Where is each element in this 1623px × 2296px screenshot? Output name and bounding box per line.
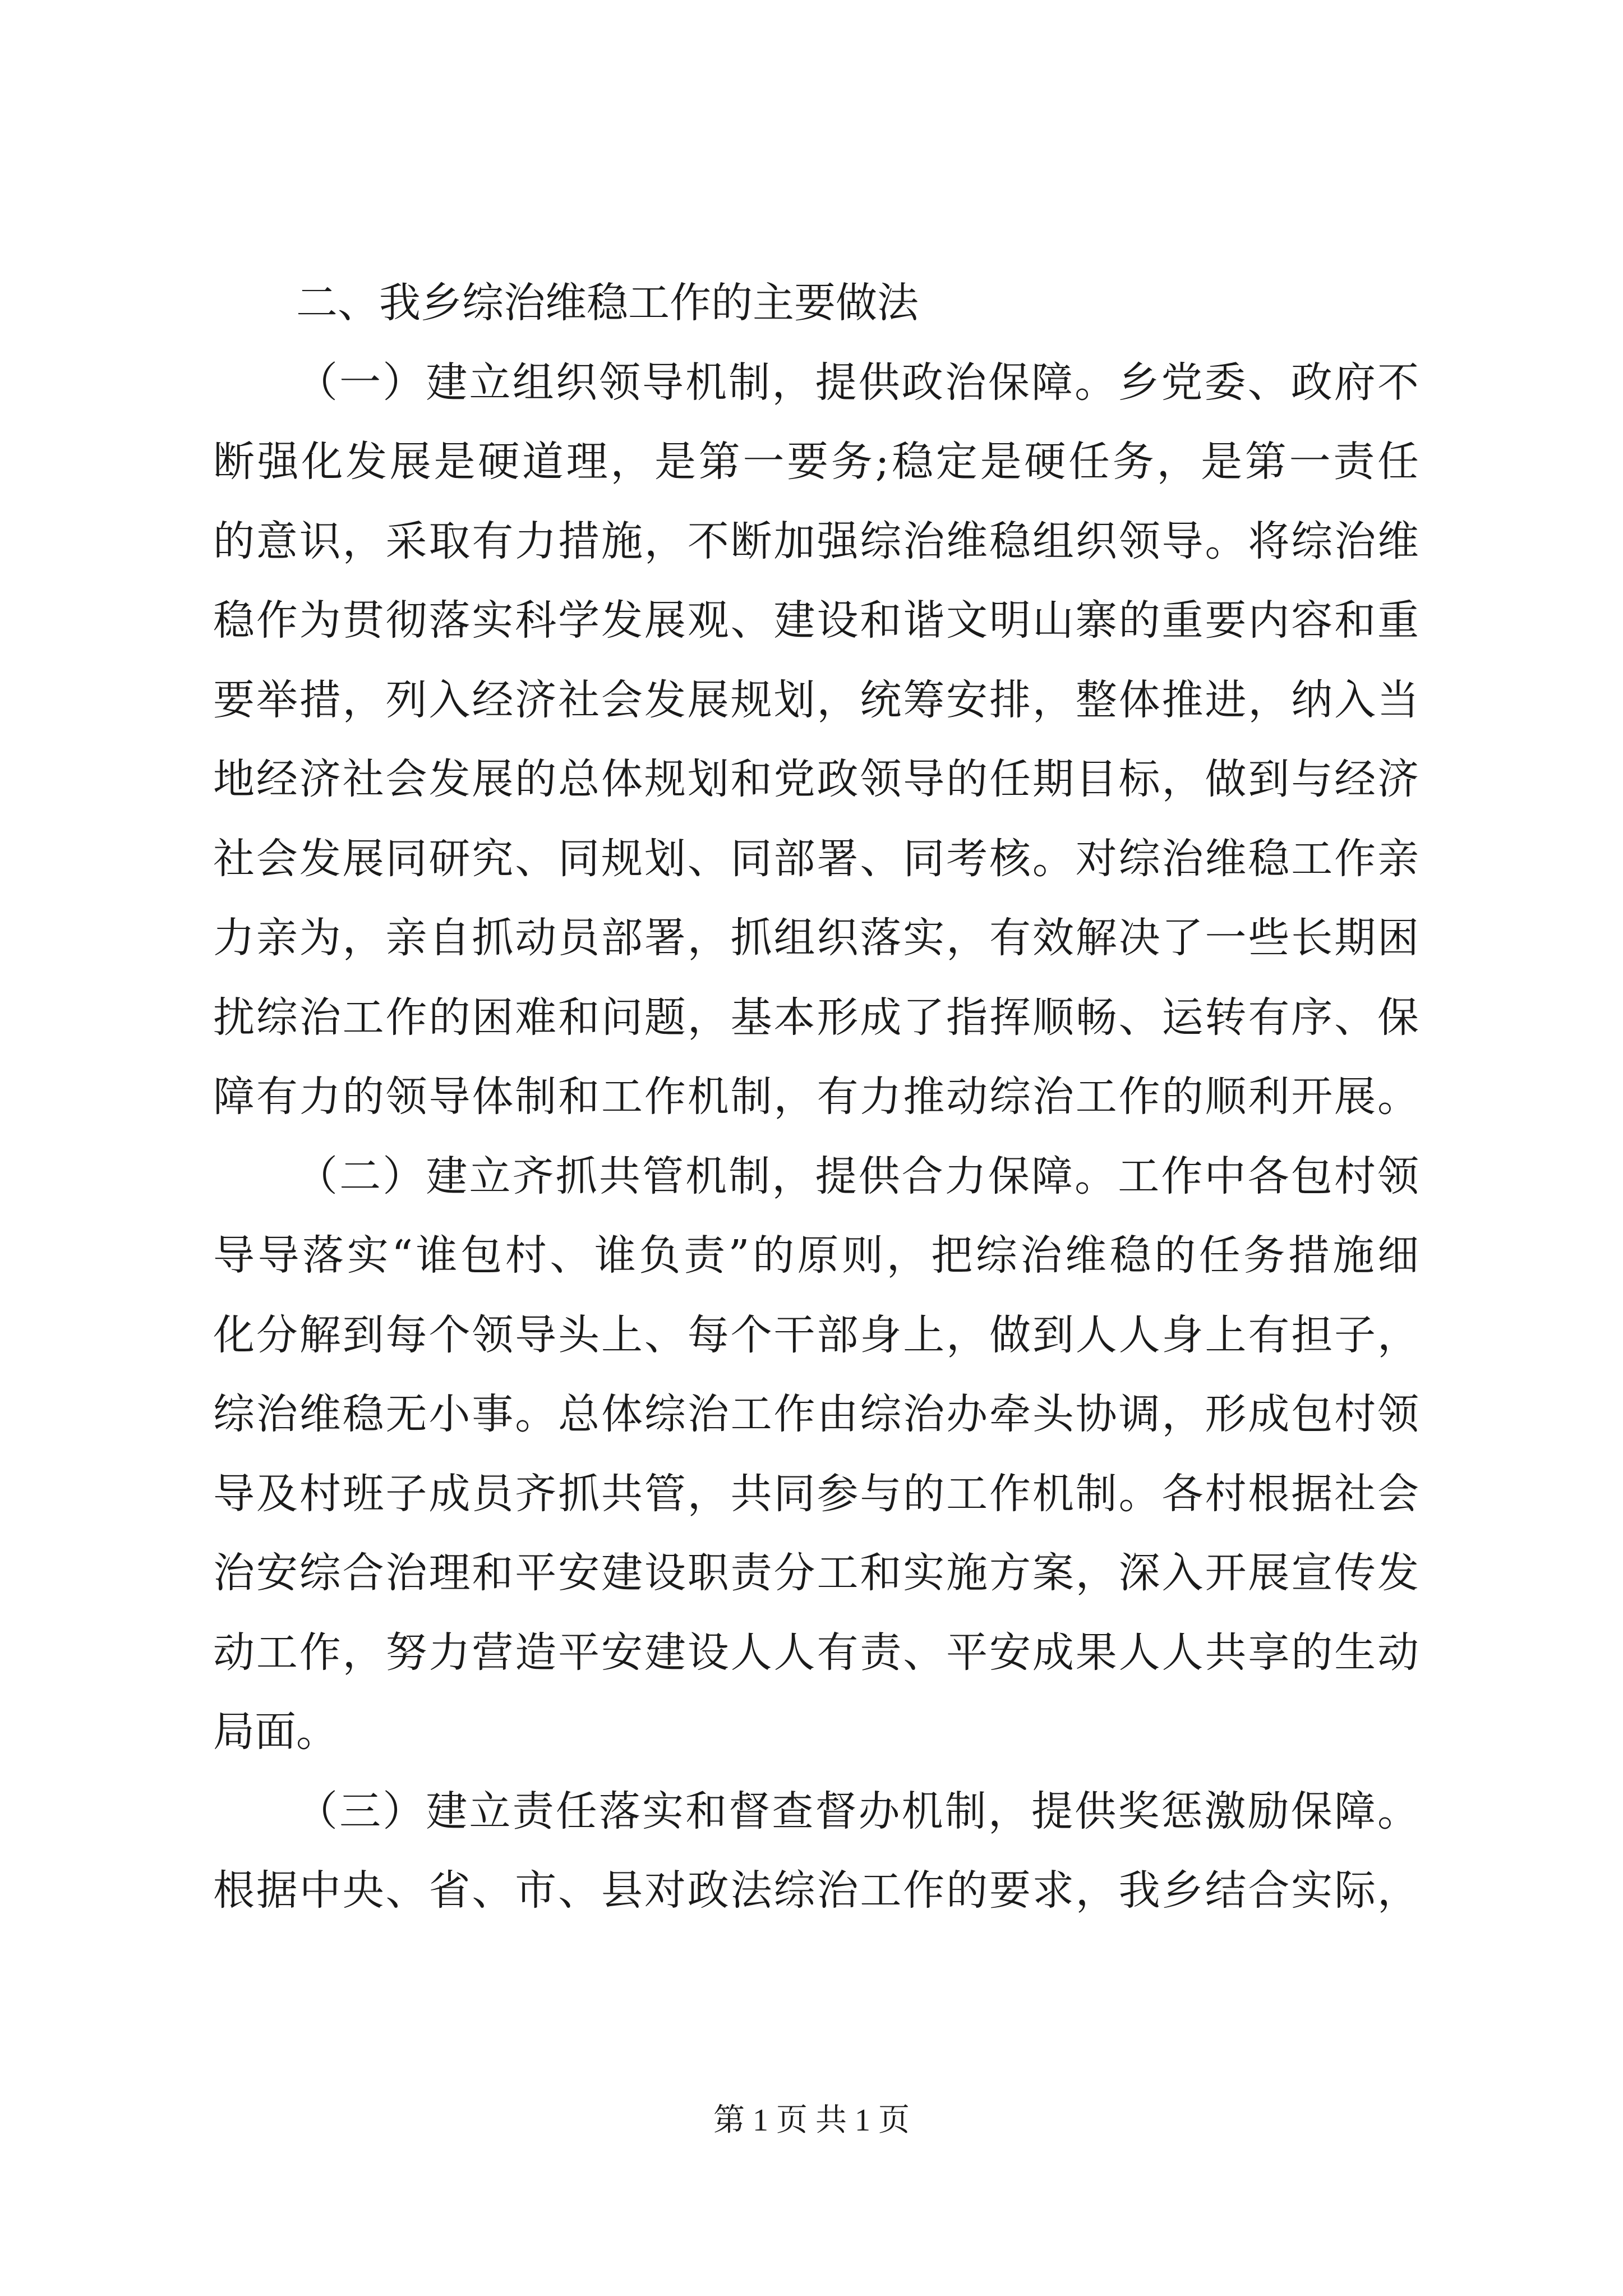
paragraph-3 bbox=[213, 1772, 1419, 1931]
paragraph-line: 断强化发展是硬道理，是第一要务;稳定是硬任务，是第一责任 bbox=[213, 438, 1419, 486]
paragraph-line: 的意识，采取有力措施，不断加强综治维稳组织领导。将综治维 bbox=[213, 517, 1419, 565]
paragraph-line: 治安综合治理和平安建设职责分工和实施方案，深入开展宣传发 bbox=[213, 1549, 1419, 1597]
paragraph-line: 导导落实“谁包村、谁负责”的原则，把综治维稳的任务措施细 bbox=[213, 1231, 1419, 1280]
paragraph-line: 地经济社会发展的总体规划和党政领导的任期目标，做到与经济 bbox=[213, 755, 1419, 803]
paragraph-line: （三）建立责任落实和督查督办机制，提供奖惩激励保障。 bbox=[296, 1787, 1419, 1835]
paragraph-line: 局面。 bbox=[213, 1708, 338, 1756]
document-body bbox=[213, 264, 1419, 1931]
paragraph-line: 化分解到每个领导头上、每个干部身上，做到人人身上有担子， bbox=[213, 1310, 1419, 1359]
paragraph-line: 社会发展同研究、同规划、同部署、同考核。对综治维稳工作亲 bbox=[213, 834, 1419, 883]
section-heading: 二、我乡综治维稳工作的主要做法 bbox=[296, 279, 919, 327]
paragraph-line: 扰综治工作的困难和问题，基本形成了指挥顺畅、运转有序、保 bbox=[213, 993, 1419, 1042]
page-footer: 第 1 页 共 1 页 bbox=[713, 2103, 910, 2138]
paragraph-line: 障有力的领导体制和工作机制，有力推动综治工作的顺利开展。 bbox=[213, 1073, 1419, 1121]
paragraph-2 bbox=[213, 1137, 1419, 1772]
paragraph-line: 力亲为，亲自抓动员部署，抓组织落实，有效解决了一些长期困 bbox=[213, 914, 1419, 962]
paragraph-line: 综治维稳无小事。总体综治工作由综治办牵头协调，形成包村领 bbox=[213, 1390, 1419, 1438]
paragraph-line: 导及村班子成员齐抓共管，共同参与的工作机制。各村根据社会 bbox=[213, 1469, 1419, 1518]
paragraph-line: （二）建立齐抓共管机制，提供合力保障。工作中各包村领 bbox=[296, 1152, 1419, 1200]
paragraph-line: （一）建立组织领导机制，提供政治保障。乡党委、政府不 bbox=[296, 358, 1419, 407]
paragraph-1 bbox=[213, 343, 1419, 1137]
paragraph-line: 稳作为贯彻落实科学发展观、建设和谐文明山寨的重要内容和重 bbox=[213, 596, 1419, 645]
paragraph-line: 根据中央、省、市、县对政法综治工作的要求，我乡结合实际， bbox=[213, 1866, 1419, 1915]
paragraph-line: 动工作，努力营造平安建设人人有责、平安成果人人共享的生动 bbox=[213, 1628, 1419, 1677]
paragraph-line: 要举措，列入经济社会发展规划，统筹安排，整体推进，纳入当 bbox=[213, 675, 1419, 724]
